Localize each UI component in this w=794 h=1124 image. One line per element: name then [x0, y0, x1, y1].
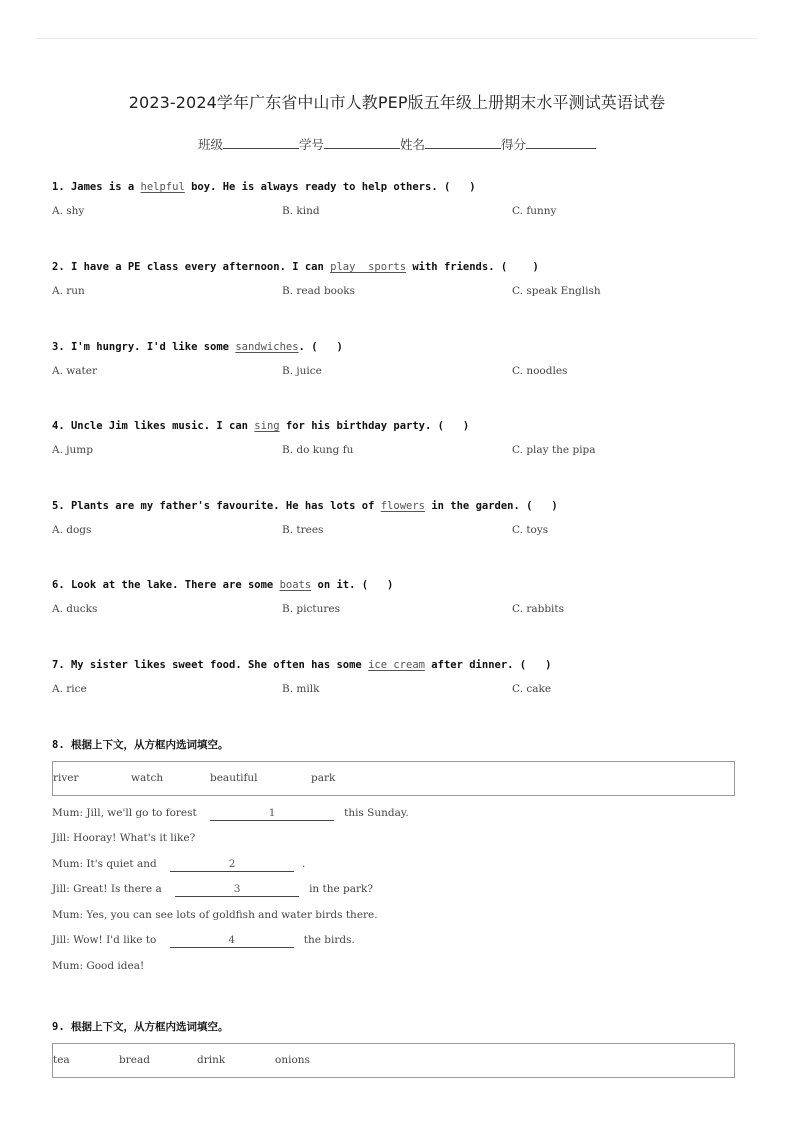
underlined-word: sing — [254, 420, 280, 432]
option-c[interactable]: C. funny — [512, 205, 557, 217]
underlined-word: play sports — [330, 261, 407, 273]
underlined-word: flowers — [380, 500, 425, 512]
option-b[interactable]: B. milk — [282, 683, 320, 695]
question-heading: 8. 根据上下文，从方框内选词填空。 — [52, 739, 229, 751]
header-rule — [36, 38, 758, 39]
option-c[interactable]: C. cake — [512, 683, 552, 695]
underlined-word: boats — [279, 579, 312, 591]
option-a[interactable]: A. rice — [52, 683, 87, 695]
word-option: drink — [197, 1054, 226, 1066]
name-blank[interactable] — [425, 136, 501, 149]
question-heading: 9. 根据上下文，从方框内选词填空。 — [52, 1021, 229, 1033]
number-blank[interactable] — [324, 136, 400, 149]
question-stem: 7. My sister likes sweet food. She often has some ice cream after dinner. ( ) — [52, 659, 552, 671]
question-4 — [52, 418, 742, 460]
fill-blank-1[interactable]: 1 — [210, 807, 334, 821]
dialogue-line: Mum: Yes, you can see lots of goldfish and water birds there. — [52, 909, 378, 921]
question-stem: 3. I'm hungry. I'd like some sandwiches. ( ) — [52, 341, 343, 353]
score-label: 得分 — [501, 137, 527, 152]
student-info-line — [0, 135, 794, 153]
option-c[interactable]: C. play the pipa — [512, 444, 596, 456]
option-b[interactable]: B. do kung fu — [282, 444, 354, 456]
word-option: park — [311, 772, 336, 784]
options — [52, 524, 742, 540]
option-b[interactable]: B. kind — [282, 205, 320, 217]
underlined-word: helpful — [140, 181, 185, 193]
option-a[interactable]: A. dogs — [52, 524, 92, 536]
dialogue-line: Mum: Good idea! — [52, 960, 145, 972]
options — [52, 444, 742, 460]
options — [52, 603, 742, 619]
underlined-word: ice cream — [368, 659, 425, 671]
fill-blank-2[interactable]: 2 — [170, 858, 294, 872]
option-c[interactable]: C. toys — [512, 524, 549, 536]
option-c[interactable]: C. rabbits — [512, 603, 565, 615]
number-label: 学号 — [298, 137, 324, 152]
question-7 — [52, 657, 742, 699]
word-box — [52, 1043, 735, 1078]
dialogue-line: Jill: Wow! I'd like to 4 the birds. — [52, 934, 355, 946]
word-option: beautiful — [210, 772, 258, 784]
word-option: watch — [131, 772, 164, 784]
question-2 — [52, 259, 742, 301]
question-stem: 1. James is a helpful boy. He is always ready to help others. ( ) — [52, 181, 476, 193]
question-6 — [52, 577, 742, 619]
word-option: onions — [275, 1054, 310, 1066]
underlined-word: sandwiches — [235, 341, 299, 353]
dialogue-line: Mum: Jill, we'll go to forest 1 this Sunday. — [52, 807, 409, 819]
class-label: 班级 — [197, 137, 223, 152]
question-3 — [52, 339, 742, 381]
dialogue-line: Jill: Hooray! What's it like? — [52, 832, 196, 844]
fill-blank-3[interactable]: 3 — [175, 883, 299, 897]
option-b[interactable]: B. juice — [282, 365, 322, 377]
word-box — [52, 761, 735, 796]
question-stem: 4. Uncle Jim likes music. I can sing for his birthday party. ( ) — [52, 420, 470, 432]
option-b[interactable]: B. read books — [282, 285, 356, 297]
option-c[interactable]: C. noodles — [512, 365, 568, 377]
word-option: bread — [119, 1054, 150, 1066]
option-a[interactable]: A. ducks — [52, 603, 98, 615]
option-a[interactable]: A. run — [52, 285, 85, 297]
option-b[interactable]: B. pictures — [282, 603, 340, 615]
option-c[interactable]: C. speak English — [512, 285, 601, 297]
option-a[interactable]: A. jump — [52, 444, 93, 456]
word-option: river — [53, 772, 79, 784]
option-a[interactable]: A. shy — [52, 205, 85, 217]
question-9 — [52, 1019, 742, 1035]
question-stem: 5. Plants are my father's favourite. He has lots of flowers in the garden. ( ) — [52, 500, 558, 512]
fill-blank-4[interactable]: 4 — [170, 934, 294, 948]
question-5 — [52, 498, 742, 540]
options — [52, 365, 742, 381]
dialogue-line: Jill: Great! Is there a 3 in the park? — [52, 883, 374, 895]
class-blank[interactable] — [223, 136, 299, 149]
question-stem: 2. I have a PE class every afternoon. I can play sports with friends. ( ) — [52, 261, 539, 273]
word-option: tea — [53, 1054, 70, 1066]
score-blank[interactable] — [526, 136, 596, 149]
dialogue-line: Mum: It's quiet and 2 . — [52, 858, 306, 870]
question-stem: 6. Look at the lake. There are some boats on it. ( ) — [52, 579, 394, 591]
options — [52, 285, 742, 301]
options — [52, 683, 742, 699]
options — [52, 205, 742, 221]
option-a[interactable]: A. water — [52, 365, 97, 377]
question-1 — [52, 179, 742, 221]
name-label: 姓名 — [400, 137, 426, 152]
page-title: 2023-2024学年广东省中山市人教PEP版五年级上册期末水平测试英语试卷 — [128, 93, 666, 112]
option-b[interactable]: B. trees — [282, 524, 324, 536]
question-8 — [52, 737, 742, 753]
